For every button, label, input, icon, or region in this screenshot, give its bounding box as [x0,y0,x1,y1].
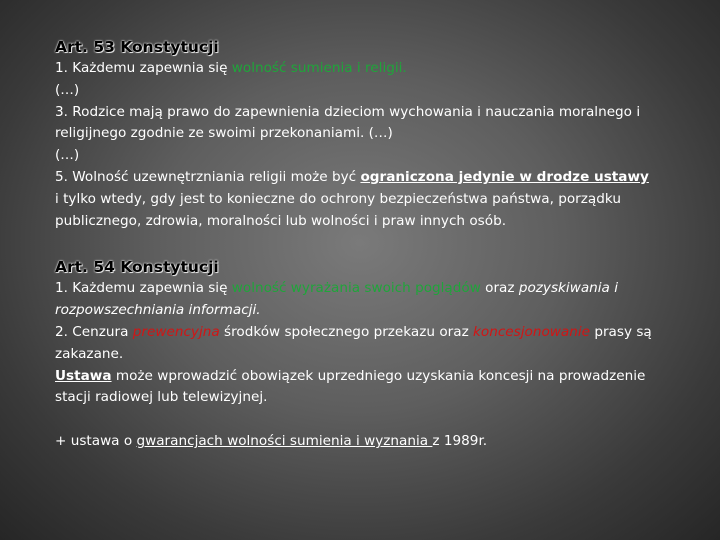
art54-para-2-rest: prasy są zakazane. [55,323,652,362]
footer-note-year: z 1989r. [432,433,488,450]
art53-ellipsis-1: (…) [55,81,80,98]
freedom-of-expression-highlight: wolność wyrażania swoich poglądów [231,280,481,297]
art53-para-5-rest: i tylko wtedy, gdy jest to konieczne do ochrony bezpieczeństwa państwa, porządku publicznego, zdrowia, moralności lub wolności i praw innych osób. [55,190,621,229]
art53-para-1-text: 1. Każdemu zapewnia się [55,60,232,76]
art54-para-1-text: 1. Każdemu zapewnia się [55,280,232,297]
footer-note [55,431,655,453]
preventive-highlight: prewencyjna [132,323,220,340]
art54-para-1 [55,278,655,322]
art53-para-1 [55,58,655,80]
art54-para-3-text: może wprowadzić obowiązek uprzedniego uzyskania koncesji na prowadzenie stacji radiowej lub telewizyjnej. [55,367,646,406]
art54-para-3 [55,366,655,410]
art54-para-2-mid: środków społecznego przekazu oraz [219,323,474,340]
art53-para-5 [55,167,655,232]
freedom-of-conscience-highlight: wolność sumienia i religii. [231,60,407,76]
art54-para-2-text: 2. Cenzura [55,323,133,340]
information-italic: pozyskiwania i rozpowszechniania informacji. [55,280,618,319]
art53-para-3: 3. Rodzice mają prawo do zapewnienia dzieciom wychowania i nauczania moralnego i religijnego zgodnie ze swoimi przekonaniami. (…) [55,103,641,142]
art53-heading: Art. 53 Konstytucji [55,38,219,56]
licensing-highlight: koncesjonowanie [473,323,590,340]
act-name-underlined: gwarancjach wolności sumienia i wyznania [136,433,433,450]
art54-heading: Art. 54 Konstytucji [55,258,219,277]
art54-para-2 [55,322,655,366]
statute-emphasis: Ustawa [55,367,112,384]
footer-note-prefix: + ustawa o [55,433,137,450]
slide-content [55,36,655,453]
limited-by-statute-emphasis: ograniczona jedynie w drodze ustawy [360,168,649,185]
art53-ellipsis-2: (…) [55,147,80,164]
art53-para-5-text: 5. Wolność uzewnętrzniania religii może być [55,168,361,185]
art54-para-1-mid: oraz [480,280,519,297]
